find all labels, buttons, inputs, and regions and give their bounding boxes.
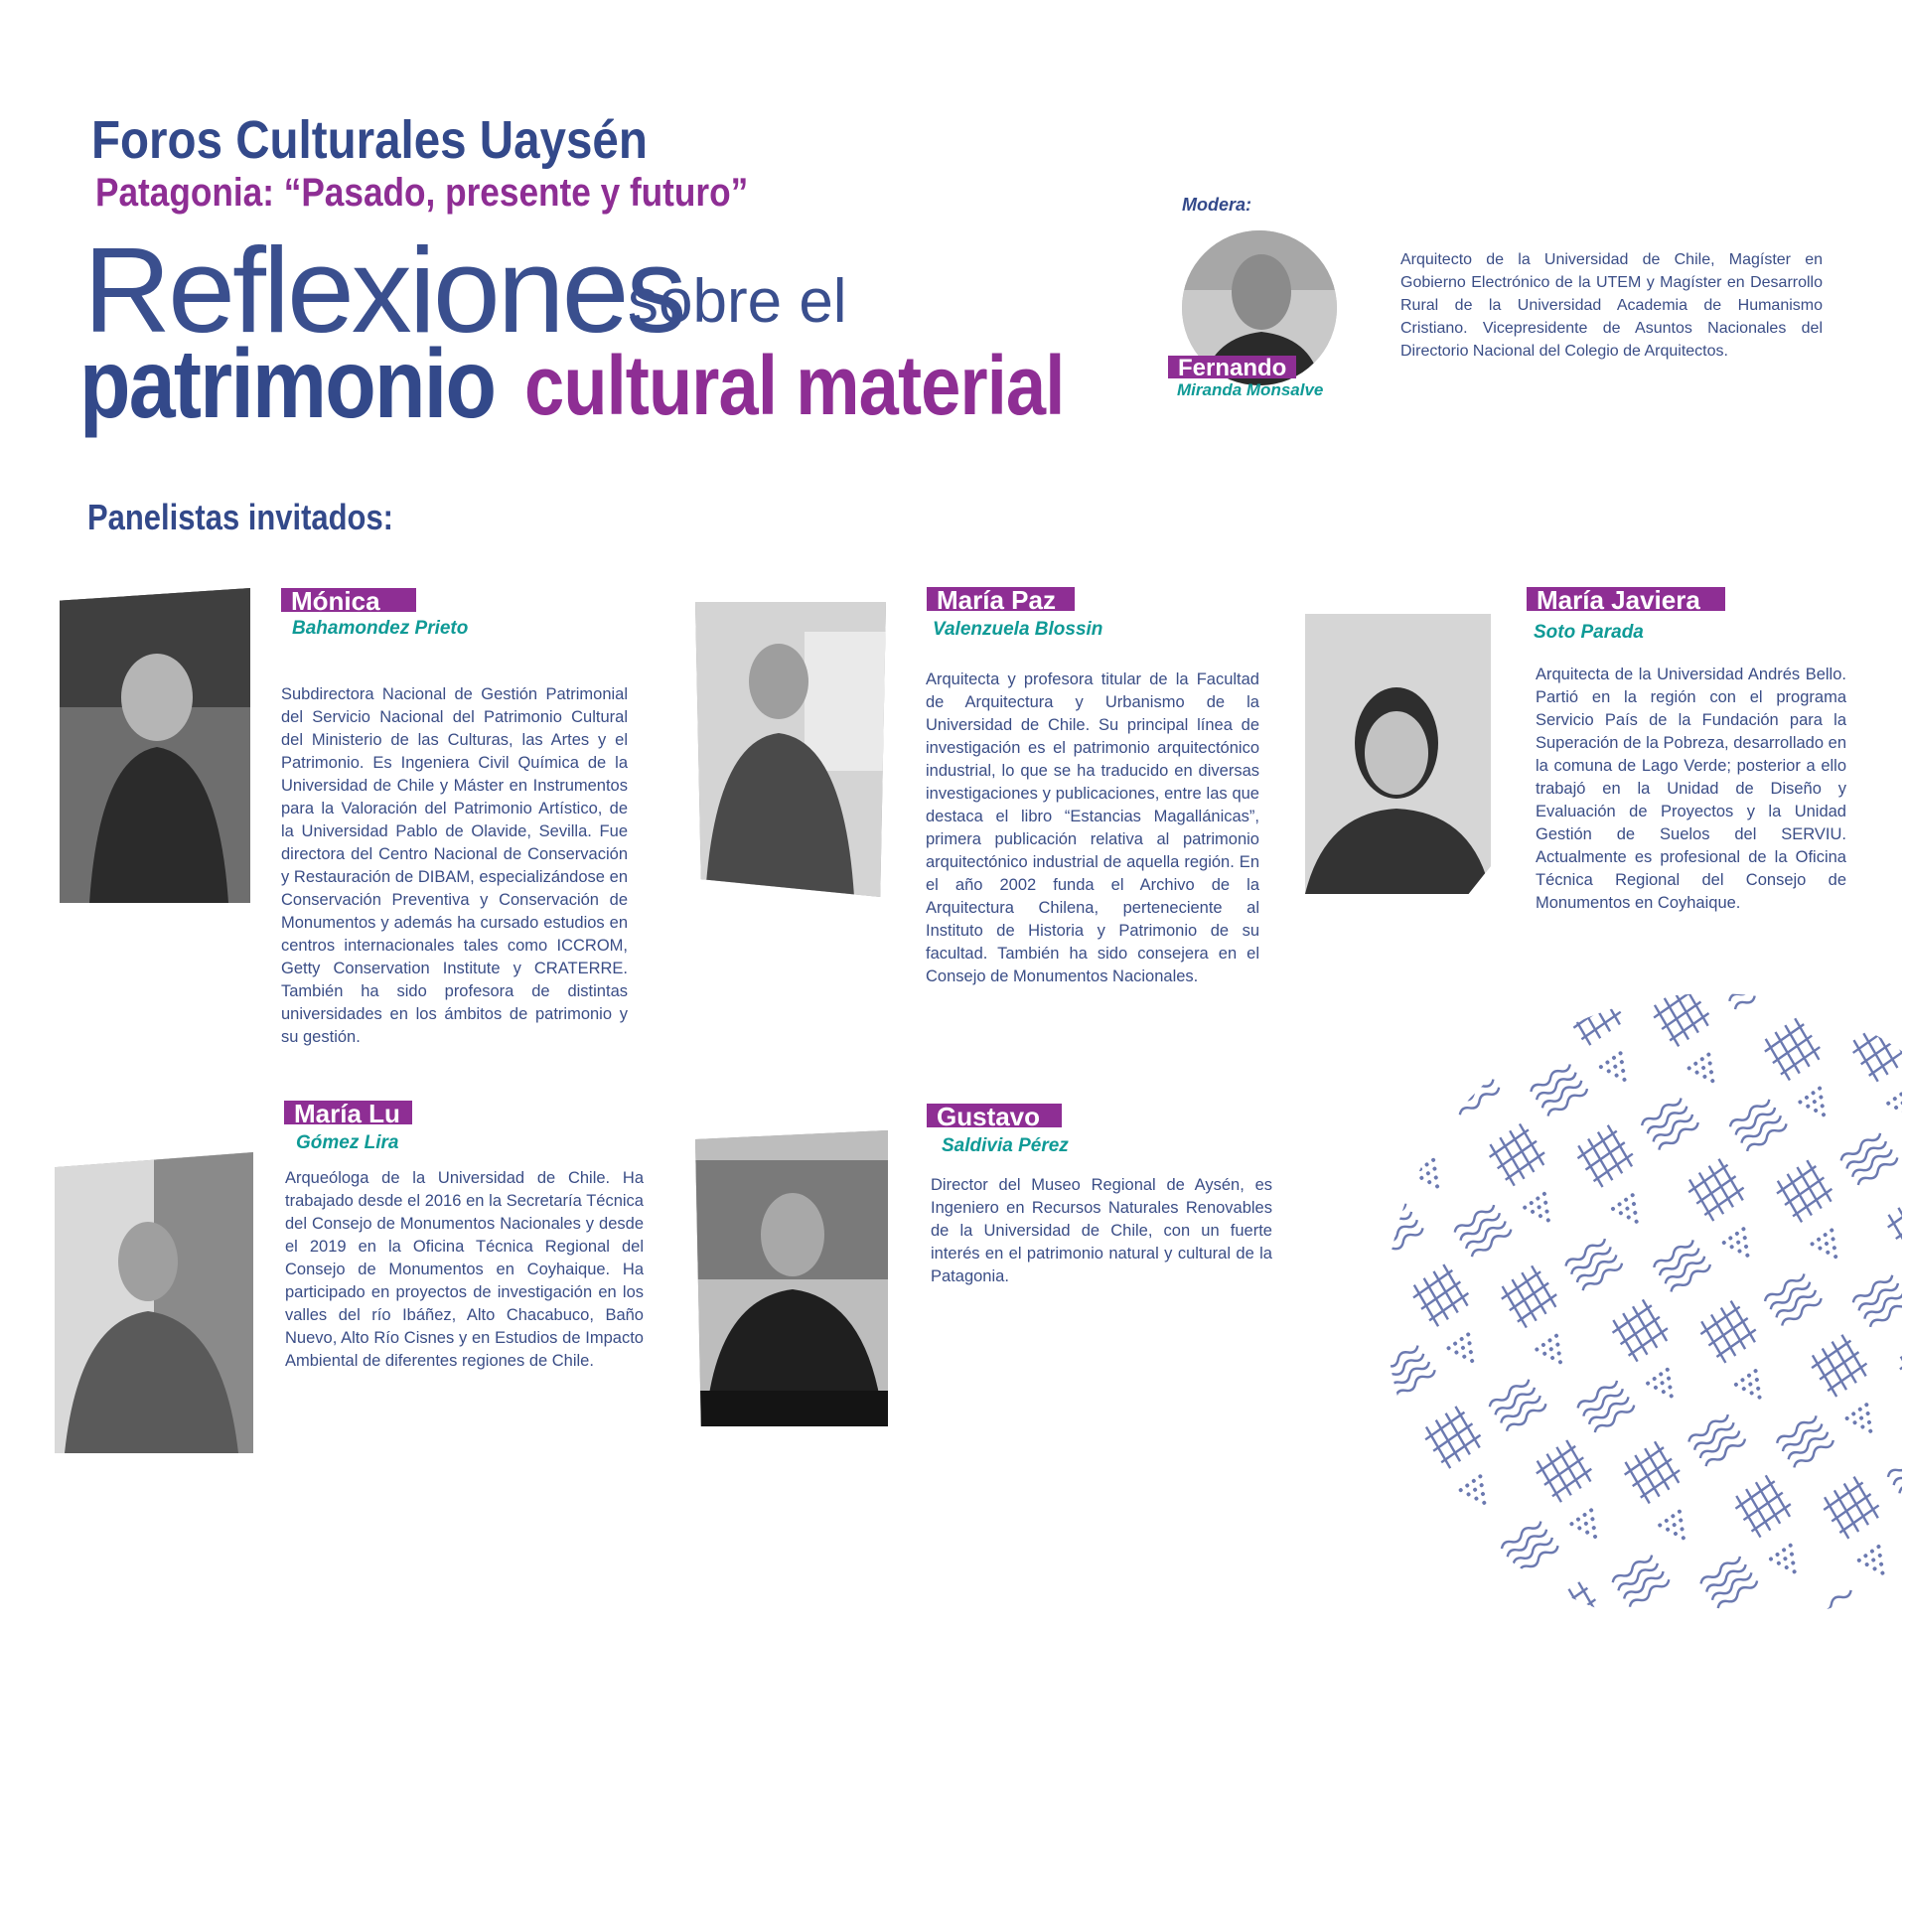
panelist-surname: Saldivia Pérez — [942, 1135, 1069, 1156]
moderator-label: Modera: — [1182, 195, 1252, 215]
pattern-motif-waves — [1699, 1554, 1759, 1609]
panelist-bio: Director del Museo Regional de Aysén, es Ingeniero en Recursos Naturales Renovables de la Universidad de Chile, con un fuerte interés en el patrimonio natural y cultural de la Patagonia. — [931, 1176, 1272, 1285]
pattern-motif-fence — [1542, 1580, 1609, 1609]
pattern-motif-waves — [1775, 1413, 1834, 1470]
pattern-motif-fence — [1386, 1088, 1439, 1154]
decorative-pattern — [1386, 993, 1902, 1609]
pattern-motif-waves — [1441, 1061, 1501, 1117]
panelist-first-name: María Javiera — [1527, 587, 1725, 611]
pattern-motif-fence — [1496, 1263, 1562, 1330]
pattern-motif-fence — [1683, 1156, 1749, 1223]
pattern-motif-waves — [1811, 1588, 1870, 1609]
pattern-motif-waves — [1386, 1201, 1424, 1258]
pattern-motif-dots — [1569, 1508, 1608, 1547]
pattern-motif-fence — [1419, 1405, 1486, 1471]
pattern-motif-fence — [1560, 993, 1627, 1047]
pattern-motif-fence — [1847, 1017, 1902, 1084]
pattern-motif-fence — [1619, 1439, 1686, 1506]
pattern-motif-fence — [1759, 1016, 1826, 1083]
pattern-motif-waves — [1763, 1271, 1823, 1328]
pattern-motif-waves — [1805, 993, 1864, 1013]
pattern-motif-dots — [1446, 1332, 1485, 1371]
moderator-first-name: Fernando — [1168, 356, 1296, 378]
panelist-photo-maria-lu — [55, 1152, 253, 1453]
pattern-motif-waves — [1500, 1519, 1559, 1575]
pattern-motif-dots — [1885, 1087, 1902, 1125]
pattern-motif-fence — [1572, 1122, 1639, 1189]
panelist-surname: Soto Parada — [1534, 622, 1644, 643]
pattern-motif-dots — [1399, 1015, 1438, 1054]
pattern-motif-fence — [1771, 1158, 1837, 1225]
panelists-heading: Panelistas invitados: — [87, 497, 393, 537]
panelist-photo-gustavo — [695, 1130, 888, 1426]
pattern-motif-fence — [1648, 993, 1714, 1049]
pattern-motif-dots — [1768, 1543, 1807, 1581]
panelist-photo-maria-paz — [695, 602, 886, 897]
moderator-bio: Arquitecto de la Universidad de Chile, Magíster en Gobierno Electrónico de la UTEM y Magíster en Desarrollo Rural de la Universidad Academia de Humanismo Cristiano. Vicepresidente de Asuntos Nacionales del Directorio Nacional del Colegio de Arquitectos. — [1400, 251, 1823, 360]
panelist-surname: Bahamondez Prieto — [292, 618, 469, 639]
pattern-motif-dots — [1458, 1474, 1497, 1513]
panelist-first-name: María Lu — [284, 1101, 412, 1124]
pattern-motif-fence — [1894, 1334, 1902, 1401]
pattern-motif-fence — [1806, 1332, 1872, 1399]
pattern-motif-fence — [1386, 993, 1427, 1012]
pattern-motif-fence — [1449, 993, 1516, 1013]
pattern-motif-dots — [1798, 1086, 1836, 1124]
pattern-motif-waves — [1640, 1096, 1699, 1152]
event-subtitle: Patagonia: “Pasado, presente y futuro” — [95, 171, 749, 215]
pattern-motif-fence — [1695, 1298, 1762, 1365]
pattern-motif-waves — [1611, 1553, 1671, 1609]
pattern-motif-dots — [1598, 1051, 1637, 1090]
pattern-motif-fence — [1819, 1474, 1885, 1541]
moderator-surname: Miranda Monsalve — [1177, 380, 1324, 399]
pattern-motif-fence — [1531, 1438, 1597, 1505]
pattern-motif-dots — [1657, 1509, 1695, 1548]
pattern-motif-waves — [1728, 1097, 1788, 1153]
panelist-first-name: María Paz — [927, 587, 1075, 611]
pattern-motif-waves — [1886, 1447, 1902, 1504]
pattern-motif-waves — [1453, 1203, 1513, 1260]
pattern-motif-waves — [1898, 1589, 1902, 1609]
pattern-motif-fence — [1432, 1546, 1499, 1609]
panelist-photo-maria-javiera — [1305, 614, 1491, 894]
pattern-motif-dots — [1721, 1226, 1760, 1264]
pattern-motif-waves — [1488, 1377, 1547, 1433]
pattern-motif-waves — [1839, 1130, 1899, 1187]
pattern-motif-fence — [1407, 1263, 1474, 1329]
pattern-motif-dots — [1487, 1016, 1526, 1055]
title-sobre-el: sobre el — [628, 267, 847, 336]
pattern-motif-fence — [1484, 1121, 1550, 1188]
pattern-motif-dots — [1411, 1157, 1450, 1196]
pattern-motif-dots — [1686, 1052, 1725, 1091]
panelist-bio: Arquitecta y profesora titular de la Facultad de Arquitectura y Urbanismo de la Universidad de Chile. Su principal línea de investigación es el patrimonio arquitectónico industrial, lo que se ha traducido en diversas investigaciones y publicaciones, entre las que destaca el libro “Estancias Magallánicas”, primera publicación relativa al patrimonio arquitectónico industrial de aquella región. En el año 2002 funda el Archivo de la Arquitectura Chilena, perteneciente al Instituto de Historia y Patrimonio de su facultad. También ha sido consejera en el Consejo de Monumentos Nacionales. — [926, 670, 1259, 985]
pattern-motif-waves — [1390, 1485, 1449, 1542]
pattern-motif-dots — [1610, 1192, 1649, 1231]
pattern-motif-dots — [1645, 1367, 1684, 1406]
pattern-motif-fence — [1607, 1297, 1674, 1364]
pattern-motif-fence — [1882, 1192, 1902, 1259]
panelist-photo-monica — [60, 588, 250, 903]
panelist-bio: Subdirectora Nacional de Gestión Patrimonial del Servicio Nacional del Patrimonio Cultural del Ministerio de las Culturas, las Artes y el Patrimonio. Es Ingeniera Civil Química de la Universidad de Chile y Máster en Instrumentos para la Valoración del Patrimonio Artístico, de la Universidad Pablo de Olavide, Sevilla. Fue directora del Centro Nacional de Conservación y Restauración de DIBAM, especializándose en Conservación Preventiva y Conservación de Monumentos y además ha cursado estudios en centros internacionales tales como ICCROM, Getty Conservation Institute y CRATERRE. También ha sido profesora de distintas universidades en los ámbitos de patrimonio y su gestión. — [281, 685, 628, 1046]
pattern-motif-waves — [1851, 1272, 1902, 1329]
pattern-motif-dots — [1522, 1191, 1560, 1230]
pattern-motif-waves — [1530, 1062, 1589, 1118]
title-patrimonio: patrimonio — [79, 329, 496, 438]
panelist-bio: Arquitecta de la Universidad Andrés Bello. Partió en la región con el programa Servicio País de la Fundación para la Superación de la Pobreza, desarrollado en la comuna de Lago Verde; posterior a ello trabajó en la Unidad de Diseño y Evaluación de Proyectos y la Unidad Gestión de Suelos del SERVIU. Actualmente es profesional de la Oficina Técnica Regional del Consejo de Monumentos en Coyhaique. — [1536, 666, 1846, 912]
pattern-motif-dots — [1733, 1368, 1772, 1407]
pattern-motif-fence — [1730, 1473, 1797, 1540]
pattern-motif-waves — [1716, 993, 1776, 1012]
title-cultural-material: cultural material — [524, 339, 1065, 432]
pattern-motif-waves — [1576, 1379, 1636, 1435]
pattern-motif-dots — [1856, 1544, 1895, 1582]
pattern-motif-waves — [1386, 1343, 1436, 1400]
panelist-surname: Valenzuela Blossin — [933, 619, 1103, 640]
pattern-motif-dots — [1810, 1228, 1848, 1266]
panelist-bio: Arqueóloga de la Universidad de Chile. Ha trabajado desde el 2016 en la Secretaría Técnica del Consejo de Monumentos Nacionales y desde el 2019 en la Oficina Técnica Regional del Consejo de Monumentos en Coyhaique. Ha participado en proyectos de investigación en los valles del río Ibáñez, Alto Chacabuco, Baño Nuevo, Alto Río Cisnes y en Estudios de Impacto Ambiental de diferentes regiones de Chile. — [285, 1169, 644, 1370]
panelist-first-name: Mónica — [281, 588, 416, 612]
series-title: Foros Culturales Uaysén — [91, 110, 648, 170]
pattern-motif-waves — [1653, 1238, 1712, 1294]
panelist-surname: Gómez Lira — [296, 1132, 399, 1153]
pattern-motif-waves — [1564, 1237, 1624, 1293]
pattern-motif-waves — [1687, 1412, 1747, 1469]
title-reflexiones: Reflexiones — [83, 223, 684, 358]
pattern-motif-dots — [1844, 1402, 1883, 1440]
pattern-motif-waves — [1386, 1027, 1390, 1084]
panelist-first-name: Gustavo — [927, 1104, 1062, 1127]
pattern-motif-fence — [1386, 1545, 1410, 1609]
pattern-motif-dots — [1535, 1333, 1573, 1372]
